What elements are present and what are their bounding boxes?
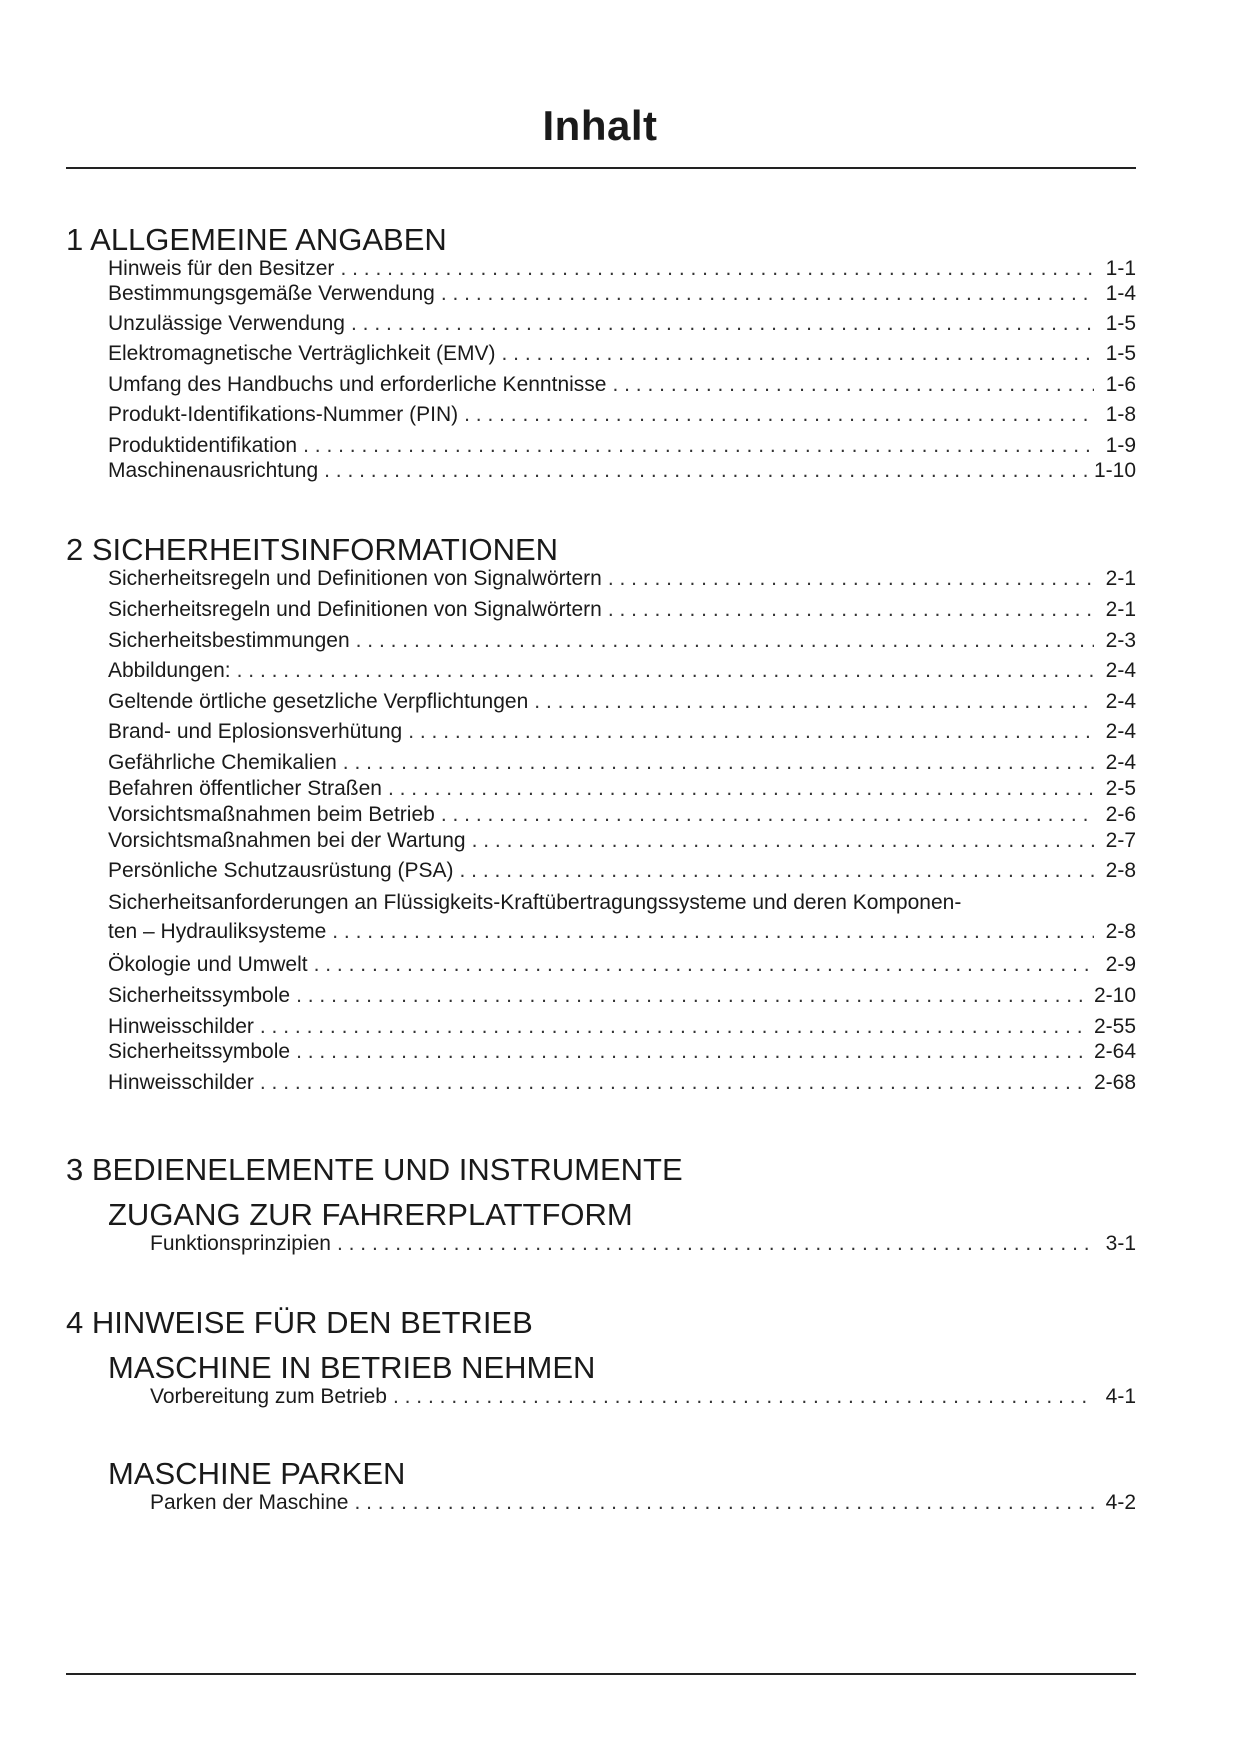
- bottom-divider: [66, 1673, 1136, 1675]
- toc-entry[interactable]: [108, 255, 1136, 282]
- toc-entry-page: 2-4: [1105, 751, 1136, 774]
- leader-dots: [608, 565, 1094, 592]
- toc-entry-page: 2-4: [1105, 659, 1136, 682]
- toc-entry[interactable]: [150, 1383, 1136, 1410]
- toc-entry[interactable]: [108, 565, 1136, 592]
- toc-entry[interactable]: [108, 801, 1136, 828]
- toc-entry-page: 4-2: [1105, 1491, 1136, 1514]
- toc-entry[interactable]: [108, 340, 1136, 367]
- leader-dots: [393, 1383, 1094, 1410]
- toc-entry[interactable]: [108, 1013, 1136, 1040]
- toc-entry-page: 2-1: [1105, 567, 1136, 590]
- leader-dots: [260, 1013, 1088, 1040]
- leader-dots: [324, 457, 1088, 484]
- chapter-2-heading[interactable]: 2 SICHERHEITSINFORMATIONEN: [66, 532, 559, 567]
- page-title: Inhalt: [542, 102, 658, 149]
- toc-entry-page: 2-1: [1105, 598, 1136, 621]
- leader-dots: [388, 775, 1094, 802]
- leader-dots: [464, 401, 1094, 428]
- toc-entry-title: Hinweisschilder: [108, 1015, 254, 1038]
- toc-entry[interactable]: [108, 310, 1136, 337]
- toc-entry[interactable]: [108, 918, 1136, 945]
- toc-entry-title: Sicherheitssymbole: [108, 1040, 291, 1063]
- leader-dots: [441, 280, 1094, 307]
- toc-entry[interactable]: [108, 371, 1136, 398]
- toc-entry-title: Umfang des Handbuchs und erforderliche Kenntnisse: [108, 373, 607, 396]
- toc-entry-title: Unzulässige Verwendung: [108, 312, 345, 335]
- chapter-3-heading[interactable]: 3 BEDIENELEMENTE UND INSTRUMENTE: [66, 1152, 683, 1187]
- toc-entry-page: 1-9: [1105, 434, 1136, 457]
- toc-entry-page: 2-5: [1105, 777, 1136, 800]
- leader-dots: [534, 688, 1094, 715]
- toc-entry-page: 2-64: [1093, 1040, 1136, 1063]
- leader-dots: [296, 982, 1088, 1009]
- toc-entry-page: 2-3: [1105, 629, 1136, 652]
- toc-entry[interactable]: [108, 775, 1136, 802]
- leader-dots: [612, 371, 1094, 398]
- toc-entry-title: Vorsichtsmaßnahmen bei der Wartung: [108, 829, 466, 852]
- toc-entry-page: 2-68: [1093, 1071, 1136, 1094]
- toc-entry-page: 2-8: [1105, 859, 1136, 882]
- toc-entry-title: ten – Hydrauliksysteme: [108, 920, 327, 943]
- leader-dots: [441, 801, 1094, 828]
- leader-dots: [340, 255, 1094, 282]
- toc-entry[interactable]: [108, 951, 1136, 978]
- leader-dots: [502, 340, 1095, 367]
- toc-entry-title-line1[interactable]: Sicherheitsanforderungen an Flüssigkeits-Kraftübertragungssysteme und deren Komponen-: [108, 891, 962, 914]
- toc-entry-page: 2-55: [1093, 1015, 1136, 1038]
- toc-entry-title: Vorbereitung zum Betrieb: [150, 1385, 387, 1408]
- toc-entry-title: Sicherheitsregeln und Definitionen von Signalwörtern: [108, 598, 602, 621]
- toc-entry-page: 1-5: [1105, 312, 1136, 335]
- toc-entry[interactable]: [108, 432, 1136, 459]
- toc-entry-page: 1-1: [1105, 257, 1136, 280]
- toc-entry[interactable]: [108, 982, 1136, 1009]
- toc-entry-page: 4-1: [1105, 1385, 1136, 1408]
- toc-entry-title: Persönliche Schutzausrüstung (PSA): [108, 859, 454, 882]
- toc-entry-title: Hinweis für den Besitzer: [108, 257, 335, 280]
- toc-entry-page: 2-4: [1105, 720, 1136, 743]
- toc-entry-title: Gefährliche Chemikalien: [108, 751, 337, 774]
- toc-entry-title: Maschinenausrichtung: [108, 459, 319, 482]
- leader-dots: [296, 1038, 1088, 1065]
- leader-dots: [354, 1489, 1094, 1516]
- toc-entry-title: Abbildungen:: [108, 659, 231, 682]
- toc-entry[interactable]: [108, 457, 1136, 484]
- leader-dots: [337, 1230, 1094, 1257]
- toc-entry[interactable]: [108, 827, 1136, 854]
- toc-entry-page: 1-8: [1105, 403, 1136, 426]
- toc-entry-title: Sicherheitsregeln und Definitionen von Signalwörtern: [108, 567, 602, 590]
- toc-entry-title: Brand- und Eplosionsverhütung: [108, 720, 403, 743]
- toc-entry-title: Sicherheitsbestimmungen: [108, 629, 350, 652]
- toc-entry[interactable]: [150, 1230, 1136, 1257]
- toc-entry-page: 1-6: [1105, 373, 1136, 396]
- section-heading[interactable]: ZUGANG ZUR FAHRERPLATTFORM: [108, 1197, 633, 1232]
- toc-entry-page: 2-9: [1105, 953, 1136, 976]
- chapter-4-heading[interactable]: 4 HINWEISE FÜR DEN BETRIEB: [66, 1305, 533, 1340]
- toc-entry[interactable]: [108, 280, 1136, 307]
- toc-entry-title: Geltende örtliche gesetzliche Verpflichtungen: [108, 690, 529, 713]
- toc-entry-page: 1-5: [1105, 342, 1136, 365]
- leader-dots: [343, 749, 1094, 776]
- toc-entry-title: Produkt-Identifikations-Nummer (PIN): [108, 403, 459, 426]
- toc-entry[interactable]: [108, 657, 1136, 684]
- toc-entry-page: 2-4: [1105, 690, 1136, 713]
- toc-entry-title: Hinweisschilder: [108, 1071, 254, 1094]
- chapter-1-heading[interactable]: 1 ALLGEMEINE ANGABEN: [66, 222, 447, 257]
- leader-dots: [237, 657, 1094, 684]
- toc-entry-page: 2-8: [1105, 920, 1136, 943]
- leader-dots: [460, 857, 1094, 884]
- leader-dots: [332, 918, 1094, 945]
- table-of-contents: [66, 0, 1136, 1754]
- toc-entry-title: Vorsichtsmaßnahmen beim Betrieb: [108, 803, 435, 826]
- toc-entry-page: 1-4: [1105, 282, 1136, 305]
- toc-entry-title: Befahren öffentlicher Straßen: [108, 777, 382, 800]
- toc-entry-title: Parken der Maschine: [150, 1491, 349, 1514]
- toc-entry[interactable]: [108, 627, 1136, 654]
- toc-entry[interactable]: [108, 857, 1136, 884]
- toc-entry-title: Produktidentifikation: [108, 434, 298, 457]
- toc-entry-page: 3-1: [1105, 1232, 1136, 1255]
- toc-entry[interactable]: [108, 1069, 1136, 1096]
- section-heading[interactable]: MASCHINE PARKEN: [108, 1456, 406, 1491]
- toc-entry[interactable]: [108, 1038, 1136, 1065]
- toc-entry[interactable]: [108, 718, 1136, 745]
- toc-entry-title: Funktionsprinzipien: [150, 1232, 331, 1255]
- toc-entry-title: Bestimmungsgemäße Verwendung: [108, 282, 435, 305]
- toc-entry-title: Sicherheitssymbole: [108, 984, 291, 1007]
- toc-entry-title: Ökologie und Umwelt: [108, 953, 308, 976]
- toc-entry[interactable]: [108, 596, 1136, 623]
- toc-entry-title: Elektromagnetische Verträglichkeit (EMV): [108, 342, 496, 365]
- toc-entry-page: 2-7: [1105, 829, 1136, 852]
- leader-dots: [314, 951, 1094, 978]
- toc-entry[interactable]: [108, 688, 1136, 715]
- toc-entry-page: 2-6: [1105, 803, 1136, 826]
- toc-entry-page: 1-10: [1093, 459, 1136, 482]
- section-heading[interactable]: MASCHINE IN BETRIEB NEHMEN: [108, 1350, 596, 1385]
- leader-dots: [356, 627, 1094, 654]
- leader-dots: [472, 827, 1094, 854]
- toc-entry-page: 2-10: [1093, 984, 1136, 1007]
- leader-dots: [608, 596, 1094, 623]
- toc-entry[interactable]: [108, 401, 1136, 428]
- leader-dots: [260, 1069, 1088, 1096]
- toc-entry[interactable]: [150, 1489, 1136, 1516]
- toc-entry[interactable]: [108, 749, 1136, 776]
- leader-dots: [351, 310, 1094, 337]
- leader-dots: [303, 432, 1094, 459]
- leader-dots: [408, 718, 1094, 745]
